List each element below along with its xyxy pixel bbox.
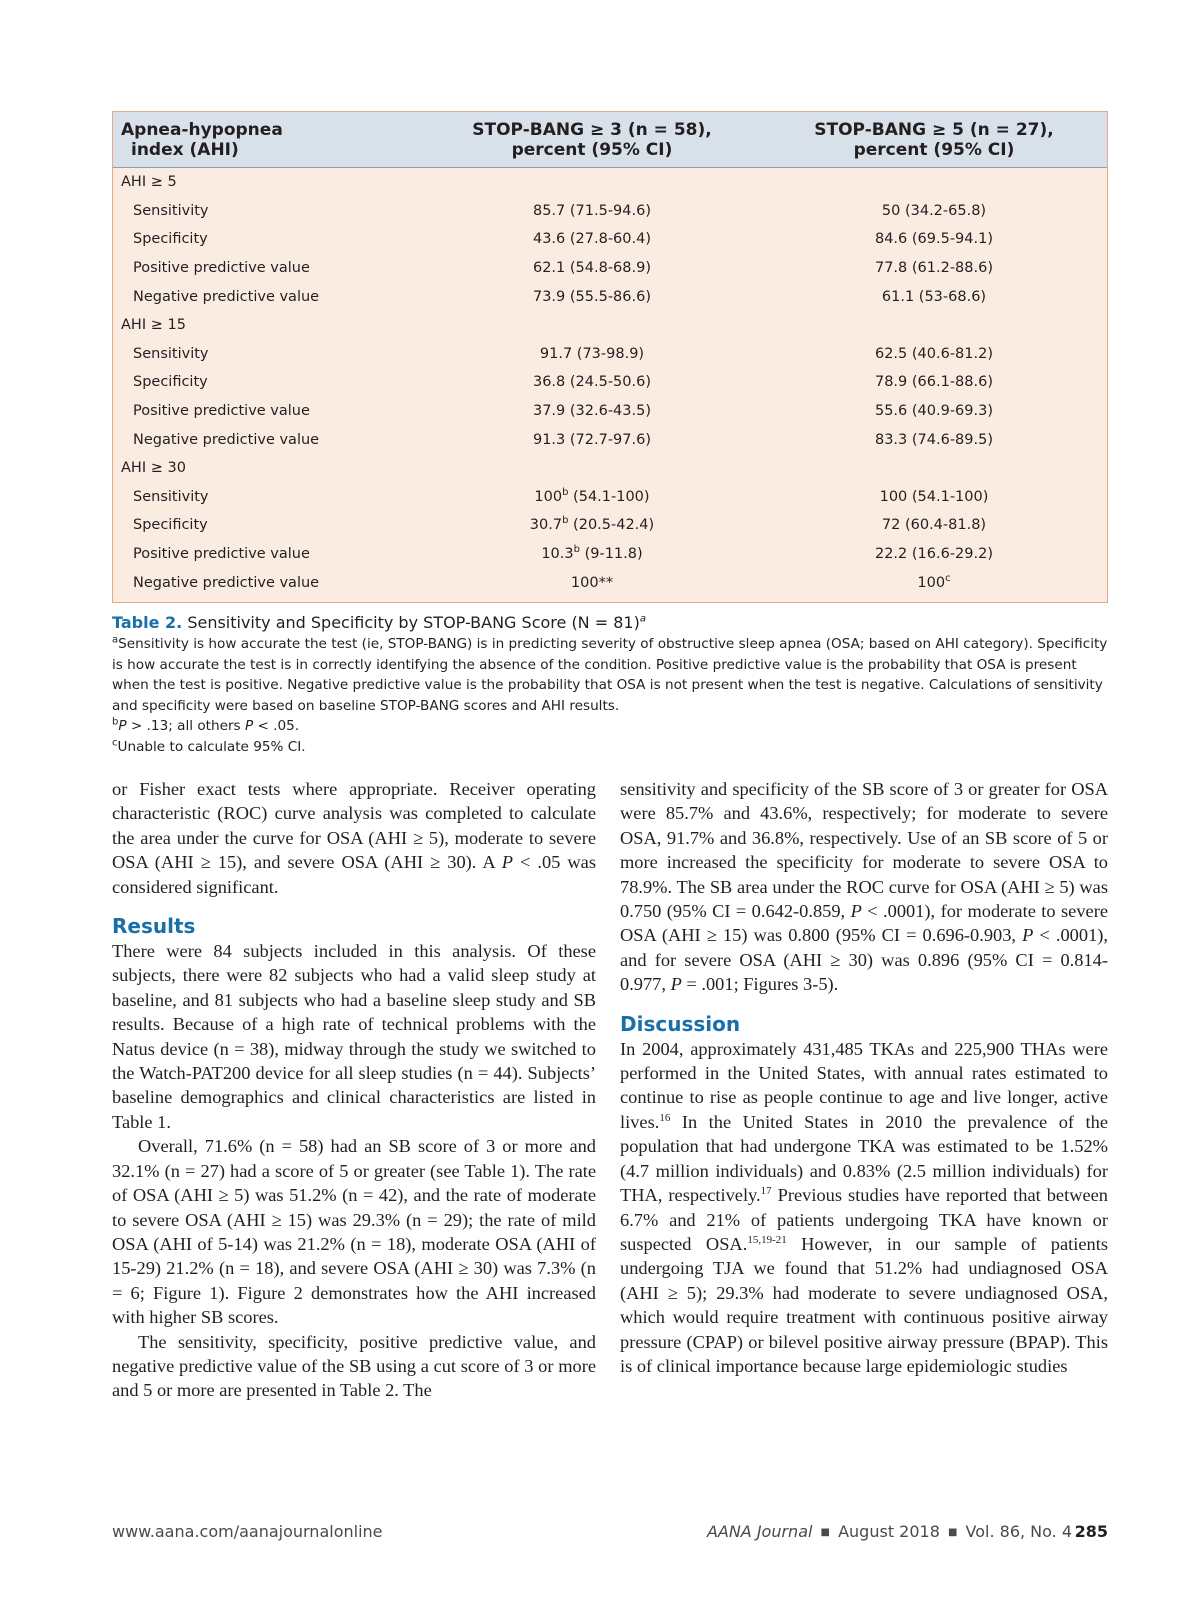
cell-sb5: 83.3 (74.6-89.5) [874, 431, 993, 448]
header-sb5 [761, 112, 1107, 168]
table-row [113, 254, 1107, 283]
bullet-separator: ■ [947, 1527, 958, 1538]
cell-sb5: 61.1 (53-68.6) [881, 288, 987, 305]
table-row [113, 225, 1107, 254]
paragraph-results-2: Overall, 71.6% (n = 58) had an SB score of 3 or more and 32.1% (n = 27) had a score of 5 or greater (see Table 1). The rate of OSA (AHI ≥ 5) was 51.2% (n = 42), and the rate of moderate to severe OSA (AHI ≥ 15) was 29.3% (n = 29); the rate of mild OSA (AHI of 5-14) was 21.2% (n = 18), moderate OSA (AHI of 15-29) 21.2% (n = 18), and severe OSA (AHI ≥ 30) was 7.3% (n = 6; Figure 1). Figure 2 demonstrates how the AHI increased with higher SB scores. [112, 1136, 596, 1328]
cell-sb3 [423, 540, 761, 569]
table-row [113, 340, 1107, 369]
cell-sb3 [423, 483, 761, 512]
cell-sb5: 55.6 (40.9-69.3) [874, 403, 993, 420]
cell-value: 100 [917, 574, 946, 591]
footnote-mark: b [562, 515, 569, 527]
cell-sb3: 91.7 (73-98.9) [539, 345, 645, 362]
footnote-b [112, 716, 1110, 737]
paragraph-results-4 [620, 777, 1108, 997]
table-number: Table 2. [112, 613, 183, 632]
group-row-ahi5 [113, 168, 1107, 197]
text-run: < .0001), and for severe OSA (AHI ≥ 30) was 0.896 (95% CI = 0.814-0.977, [620, 925, 1108, 995]
text-run: Previous studies have reported that between 6.7% and 21% of patients undergoing TKA have known or suspected OSA. [620, 1185, 1108, 1254]
text-run: or Fisher exact tests where appropriate. Receiver operating characteristic (ROC) curve analysis was completed to calculate the area under the curve for OSA (AHI ≥ 5), moderate to severe OSA (AHI ≥ 15), and severe OSA (AHI ≥ 30). A [112, 779, 596, 873]
issue-date: August 2018 [838, 1522, 940, 1541]
header-ahi [113, 112, 423, 168]
p-symbol: P [850, 901, 862, 922]
cell-sb5: 72 (60.4-81.8) [881, 517, 987, 534]
row-label: Specificity [133, 517, 208, 534]
row-label: Sensitivity [133, 202, 209, 219]
footnote-mark: b [562, 487, 569, 498]
heading-discussion: Discussion [620, 1011, 741, 1036]
header-sb5-line2: percent (95% CI) [853, 139, 1015, 160]
footnote-mark: a [112, 634, 119, 646]
row-label: Specificity [133, 231, 208, 248]
cell-sb5 [761, 568, 1107, 597]
cell-sb3: 73.9 (55.5-86.6) [532, 288, 651, 305]
reference-mark: 17 [760, 1184, 772, 1197]
right-column [620, 777, 1108, 1378]
row-label: Negative predictive value [133, 431, 320, 448]
p-symbol: P [670, 974, 682, 995]
left-column [112, 777, 596, 1403]
caption-title-text: Sensitivity and Specificity by STOP-BANG Score (N = 81) [187, 613, 640, 632]
header-sb3 [423, 112, 761, 168]
row-label: Positive predictive value [133, 546, 310, 563]
heading-results: Results [112, 914, 196, 939]
table-row [113, 540, 1107, 569]
cell-sb3: 91.3 (72.7-97.6) [532, 431, 651, 448]
table-row [113, 368, 1107, 397]
footnote-mark: c [945, 572, 951, 584]
p-symbol: P [118, 718, 127, 734]
journal-info [707, 1522, 1072, 1541]
header-ahi-line1: Apnea-hypopnea [121, 119, 283, 140]
cell-sb5: 84.6 (69.5-94.1) [874, 231, 993, 248]
group-label: AHI ≥ 15 [121, 317, 186, 334]
row-label: Specificity [133, 374, 208, 391]
cell-ci: (20.5-42.4) [568, 517, 655, 534]
text-run: In the United States in 2010 the prevalence of the population that had undergone TKA was estimated to be 1.52% (4.7 million individuals) and 0.83% (2.5 million individuals) for THA, respectively. [620, 1111, 1108, 1206]
cell-sb3: 36.8 (24.5-50.6) [532, 374, 651, 391]
footnote-a-text: Sensitivity is how accurate the test (ie, STOP-BANG) is in predicting severity of obstructive sleep apnea (OSA; based on AHI category). Specificity is how accurate the test is in correctly identifying the absence of the condition. Positive predictive value is the probability that OSA is present when the test is positive. Negative predictive value is the probability that OSA is not present when the test is negative. Calculations of sensitivity and specificity were based on baseline STOP-BANG scores and AHI results. [112, 636, 1108, 714]
table-row [113, 197, 1107, 226]
footnote-b-text: > .13; all others [126, 718, 245, 734]
header-sb3-line2: percent (95% CI) [511, 139, 673, 160]
cell-ci: (54.1-100) [568, 488, 650, 505]
footnote-mark: b [112, 716, 119, 728]
cell-sb5: 78.9 (66.1-88.6) [874, 374, 993, 391]
group-row-ahi15 [113, 311, 1107, 340]
text-run: = .001; Figures 3-5). [681, 974, 839, 995]
table-header-row [113, 112, 1107, 168]
row-label: Sensitivity [133, 345, 209, 362]
table-row [113, 511, 1107, 540]
group-label: AHI ≥ 5 [121, 174, 177, 191]
table-row [113, 282, 1107, 311]
cell-value: 100 [534, 488, 563, 505]
footnote-a [112, 634, 1110, 716]
cell-sb5: 77.8 (61.2-88.6) [874, 260, 993, 277]
journal-url: www.aana.com/aanajournalonline [112, 1522, 383, 1541]
page-footer [112, 1522, 1108, 1546]
text-run: < .0001), for moderate to severe OSA (AHI ≥ 15) was 0.800 (95% CI = 0.696-0.903, [620, 901, 1108, 946]
paragraph-results-3: The sensitivity, specificity, positive predictive value, and negative predictive value of the SB using a cut score of 3 or more and 5 or more are presented in Table 2. The [112, 1331, 596, 1401]
p-symbol: P [501, 852, 513, 873]
cell-sb3: 37.9 (32.6-43.5) [532, 403, 651, 420]
table-row [113, 397, 1107, 426]
row-label: Negative predictive value [133, 574, 320, 591]
reference-mark: 16 [659, 1111, 671, 1124]
paragraph-discussion-1 [620, 1037, 1108, 1379]
p-symbol: P [1022, 925, 1034, 946]
cell-sb3: 100** [570, 574, 614, 591]
row-label: Negative predictive value [133, 288, 320, 305]
paragraph-methods-end [112, 777, 596, 899]
cell-sb3: 62.1 (54.8-68.9) [532, 260, 651, 277]
row-label: Positive predictive value [133, 403, 310, 420]
cell-value: 10.3 [541, 546, 574, 563]
table-2 [112, 111, 1108, 603]
table-row [113, 483, 1107, 512]
page-number: 285 [1074, 1522, 1108, 1541]
cell-sb5: 22.2 (16.6-29.2) [874, 546, 993, 563]
table-row [113, 425, 1107, 454]
cell-sb5: 50 (34.2-65.8) [881, 202, 987, 219]
p-symbol: P [244, 718, 254, 734]
header-ahi-line2: index (AHI) [131, 139, 239, 160]
sensitivity-specificity-table [113, 112, 1107, 597]
footnote-mark: b [573, 544, 580, 556]
journal-name: AANA Journal [706, 1522, 813, 1541]
row-label: Positive predictive value [133, 260, 310, 277]
text-run: However, in our sample of patients undergoing TJA we found that 51.2% had undiagnosed OSA (AHI ≥ 5); 29.3% had moderate to severe undiagnosed OSA, which would require treatment with continuous positive airway pressure (CPAP) or bilevel positive airway pressure (BPAP). This is of clinical importance because large epidemiologic studies [620, 1233, 1108, 1376]
paragraph-results-1: There were 84 subjects included in this analysis. Of these subjects, there were 82 subjects who had a valid sleep study at baseline, and 81 subjects who had a baseline sleep study and SB results. Because of a high rate of technical problems with the Natus device (n = 38), midway through the study we switched to the Watch-PAT200 device for all sleep studies (n = 44). Subjects’ baseline demographics and clinical characteristics are listed in Table 1. [112, 941, 596, 1132]
bullet-separator: ■ [820, 1527, 830, 1538]
footnote-c [112, 737, 1110, 758]
cell-ci: (9-11.8) [579, 546, 643, 563]
cell-sb3: 43.6 (27.8-60.4) [532, 231, 651, 248]
row-label: Sensitivity [133, 488, 209, 505]
cell-sb3 [423, 511, 761, 540]
cell-sb5: 100 (54.1-100) [879, 488, 989, 505]
header-sb5-line1: STOP-BANG ≥ 5 (n = 27), [814, 119, 1054, 140]
table-caption [112, 612, 1110, 757]
reference-mark: 15,19-21 [747, 1233, 787, 1246]
group-label: AHI ≥ 30 [121, 460, 186, 477]
footnote-mark: a [639, 613, 646, 625]
footnote-c-text: Unable to calculate 95% CI. [117, 738, 306, 755]
cell-sb5: 62.5 (40.6-81.2) [874, 345, 993, 362]
header-sb3-line1: STOP-BANG ≥ 3 (n = 58), [472, 119, 712, 140]
text-run: < .05 was considered significant. [112, 852, 596, 897]
volume-number: Vol. 86, No. 4 [965, 1522, 1072, 1541]
footnote-b-text-end: < .05. [253, 718, 300, 734]
cell-sb3: 85.7 (71.5-94.6) [532, 202, 651, 219]
table-row [113, 568, 1107, 597]
footnote-mark: c [112, 736, 118, 748]
group-row-ahi30 [113, 454, 1107, 483]
cell-value: 30.7 [529, 517, 563, 534]
text-run: sensitivity and specificity of the SB score of 3 or greater for OSA were 85.7% and 43.6%, respectively; for moderate to severe OSA, 91.7% and 36.8%, respectively. Use of an SB score of 5 or more increased the specificity for moderate to severe OSA to 78.9%. The SB area under the ROC curve for OSA (AHI ≥ 5) was 0.750 (95% CI = 0.642-0.859, [620, 779, 1108, 922]
caption-title [112, 612, 1110, 633]
text-run: In 2004, approximately 431,485 TKAs and 225,900 THAs were performed in the United States, with annual rates estimated to continue to rise as people continue to age and live longer, active lives. [620, 1038, 1108, 1132]
